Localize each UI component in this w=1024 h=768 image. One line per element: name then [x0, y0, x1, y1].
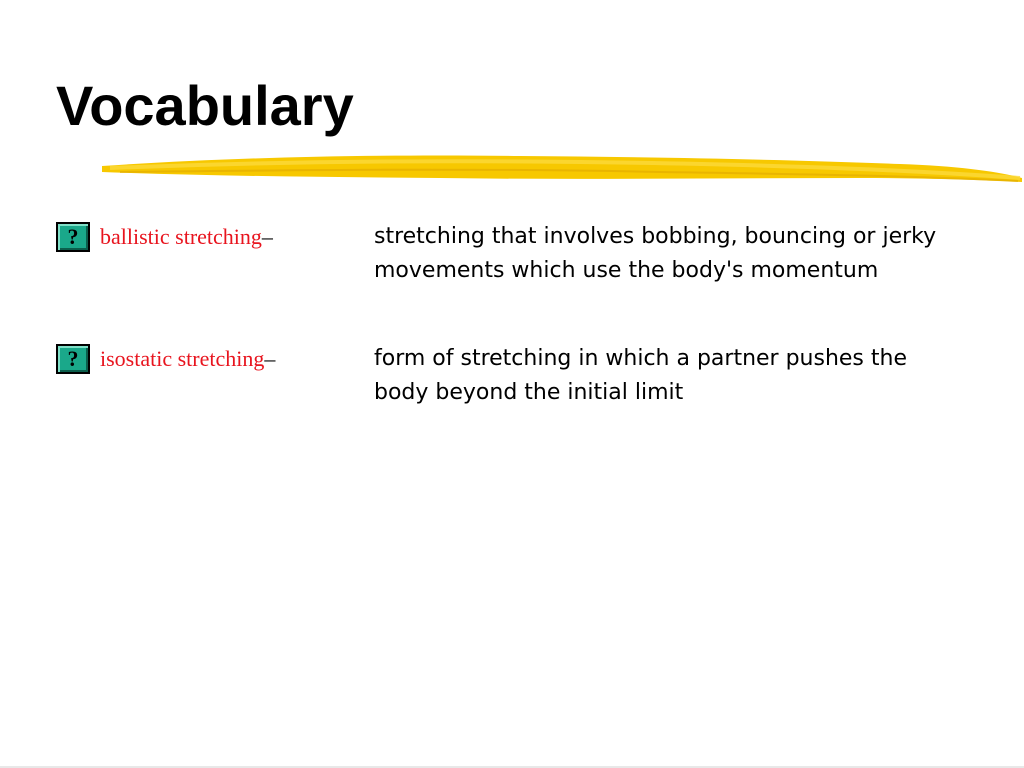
- vocab-term: [100, 224, 273, 250]
- term-dash: –: [261, 224, 273, 249]
- vocab-definition: stretching that involves bobbing, bouncing or jerky movements which use the body's momentum: [374, 224, 937, 283]
- term-dash: –: [264, 346, 276, 371]
- vocab-item-isostatic-stretching: [56, 342, 1016, 432]
- title-underline-brush-stroke: [100, 148, 1024, 190]
- question-mark-icon: [56, 344, 90, 374]
- question-mark-glyph: ?: [67, 224, 79, 249]
- vocab-term: [100, 346, 275, 372]
- vocab-definition: form of stretching in which a partner pushes the body beyond the initial limit: [374, 346, 907, 405]
- question-mark-glyph: ?: [67, 346, 79, 371]
- vocab-term-text: ballistic stretching: [100, 224, 262, 249]
- question-mark-icon: [56, 222, 90, 252]
- vocab-term-text: isostatic stretching: [100, 346, 265, 371]
- vocab-item-ballistic-stretching: [56, 220, 1016, 310]
- slide-title: Vocabulary: [56, 74, 354, 137]
